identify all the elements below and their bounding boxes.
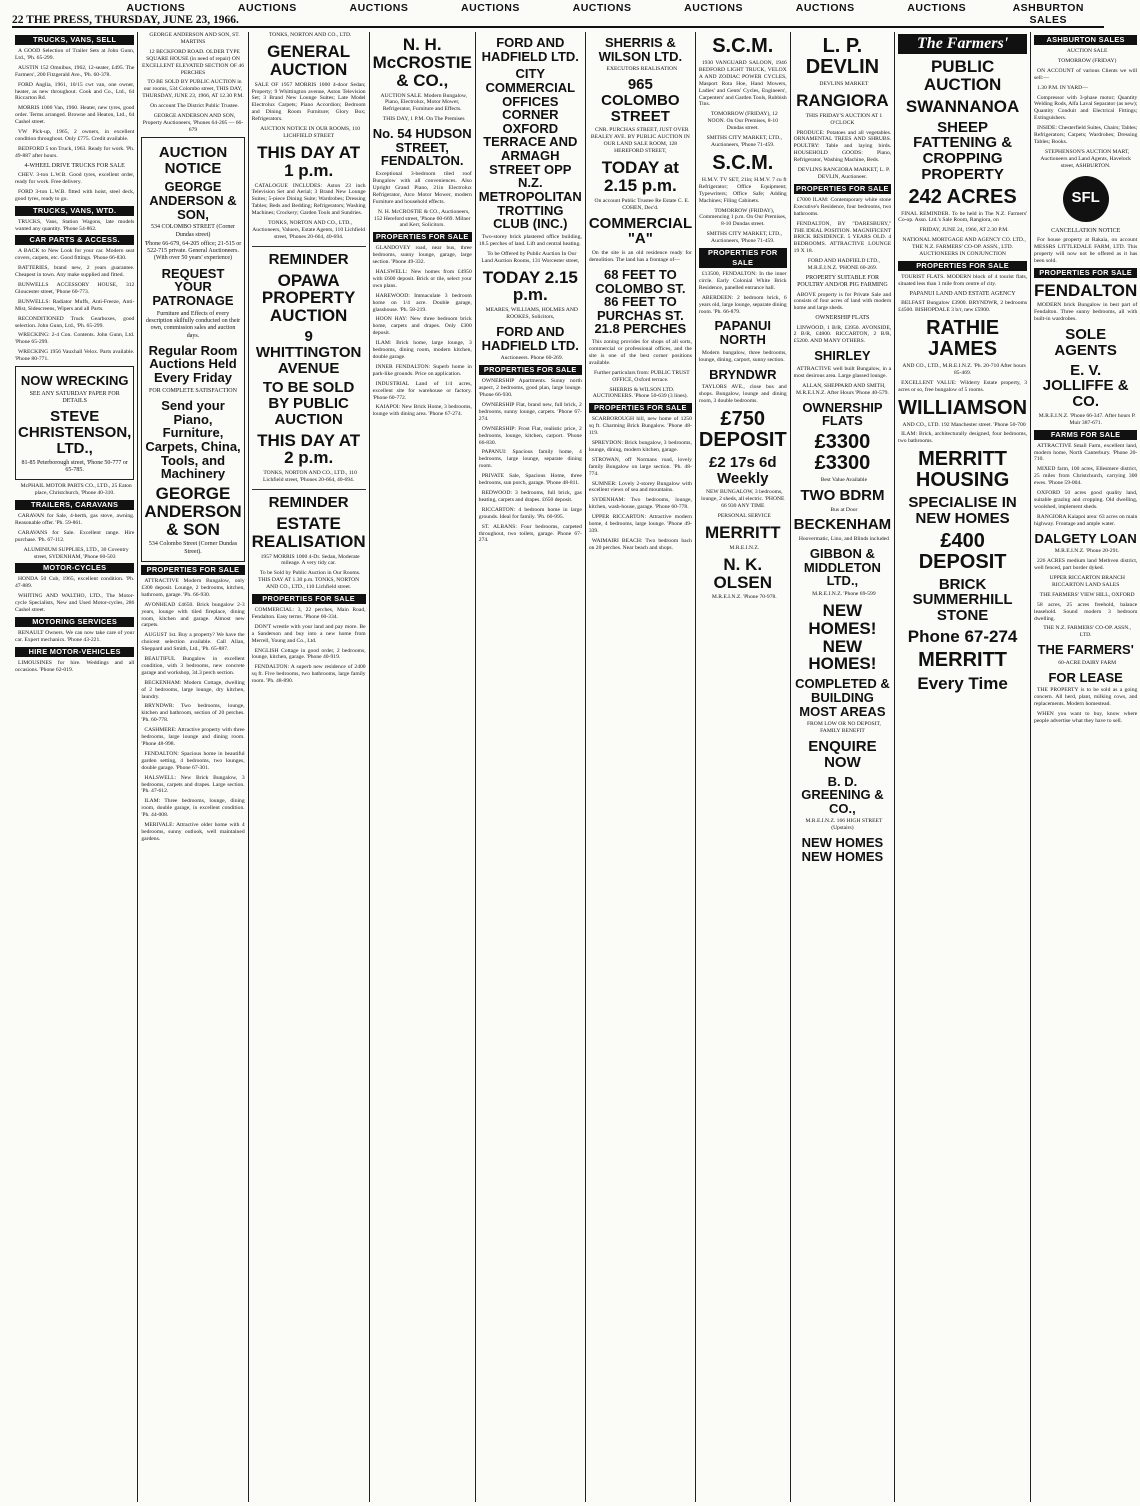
ad-text: H.M.V. TV SET, 21in; H.M.V. 7 cu ft Refrigerator; Office Equipment; Typewriters; Office Safe; Adding Machines; Filing Cabinets. — [698, 176, 787, 204]
column-1-classifieds — [12, 32, 138, 1502]
ad-text: FORD AND HADFIELD LTD., M.R.E.I.N.Z. 'PHONE 60-269. — [807, 258, 880, 272]
ad-text: ENGLISH Cottage in good order, 2 bedrooms, lounge, kitchen, garage. 'Phone 40-919. — [251, 647, 366, 661]
column-8-auctions — [791, 32, 896, 1502]
ad-headline: SPECIALISE IN NEW HOMES — [908, 494, 1017, 527]
ad-text: M.R.E.I.N.Z. 'Phone 66-347. After hours P. Muir 387-671. — [1038, 412, 1136, 426]
ad-text: PERSONAL SERVICE — [717, 513, 771, 520]
ad-headline: BRICK SUMMERHILL STONE — [912, 575, 1013, 625]
ad-text: BEDFORD 5 ton Truck, 1963. Ready for work. 'Ph. 49-887 after hours. — [15, 145, 135, 159]
ad-brand: RATHIE JAMES — [926, 316, 1000, 360]
column-label: AUCTIONS — [349, 2, 409, 14]
ad-text: DEVLINS MARKET — [819, 81, 869, 87]
sub-heading: PROPERTY SUITABLE FOR POULTRY AND/OR PIG FARMING — [797, 274, 888, 289]
ad-headline: GENERAL AUCTION — [267, 41, 351, 79]
column-label: AUCTIONS — [572, 2, 632, 14]
ad-text: ST. ALBANS: Four bedrooms, carpeted throughout, two toilets, garage. Phone 67-274. — [478, 523, 582, 544]
ad-text: NEW BUNGALOW, 3 bedrooms, lounge, 2 sheds, all electric. 'PHONE 66 930 ANY TIME — [701, 489, 785, 510]
ad-text: HAREWOOD: Immaculate 3 bedroom home on 1/4 acre. Double garage, glasshouse. 'Ph. 58-219. — [372, 292, 472, 313]
ad-text: GLANDOVEY road, near bus, three bedrooms, sunny lounge, garage, large section. 'Phone 49-332. — [372, 245, 472, 266]
ad-text: ABOVE property is for Private Sale and consists of four acres of land with modern home and large sheds. — [793, 291, 892, 312]
ad-text: WRECKING: 2-4 Con. Contents. John Gunn, Ltd. 'Phone 65-299. — [15, 332, 135, 346]
ad-text: On account The District Public Trustee. — [150, 103, 239, 110]
divider — [252, 489, 366, 490]
column-labels — [100, 2, 1104, 26]
ad-headline: Every Time — [917, 673, 1008, 693]
ad-text: ALLAN, SHEPPARD AND SMITH, M.R.E.I.N.Z. After Hours 'Phone 40-579. — [795, 382, 889, 396]
ad-text: On account Public Trustee Re Estate C. E. COHEN, Dec'd. — [594, 197, 690, 211]
ad-text: SALE OF 1957 MORRIS 1000 4-door Sedan; Property; 9 Whittington avenue, Aston Television Set; 3 Brand New Lounge Suites; Late Model Electrolux Carpets; Piano Accordion; Bedroom and Dining Room Furniture; Glory Box; Refrigerators. — [251, 81, 366, 123]
ad-text: HONDA 50 Cub, 1965, excellent condition. 'Ph. 47-889. — [15, 576, 135, 590]
ad-brand: MERRITT HOUSING — [915, 448, 1010, 492]
ad-text: THIS DAY, 1 P.M. On The Premises — [382, 116, 465, 123]
ad-text: FROM LOW OR NO DEPOSIT, FAMILY BENEFIT — [806, 721, 881, 735]
column-4-auctions — [370, 32, 476, 1502]
ad-text: BEAUTIFUL Bungalow in excellent condition, with 3 bedrooms, new concrete garage and workshop, 34.3 perch section. — [141, 656, 245, 676]
page-dateline: 22 THE PRESS, THURSDAY, JUNE 23, 1966. — [12, 14, 239, 26]
ad-brand: N. K. OLSEN — [713, 554, 773, 592]
ad-text: FINAL REMINDER. To be held in The N.Z. Farmers' Co-op. Assn. Ltd.'s Sale Room, Rangiora, on — [898, 210, 1028, 224]
section-heading: MOTORING SERVICES — [15, 617, 134, 627]
ad-text: SHERRIS & WILSON LTD. AUCTIONEERS. 'Phone 50-639 (3 lines). — [592, 386, 688, 400]
ad-text: MEARES, WILLIAMS, HOLMES AND ROOKES, Solicitors, — [485, 307, 578, 321]
ad-brand: GEORGE ANDERSON & SON — [144, 483, 242, 539]
column-5-auctions — [476, 32, 586, 1502]
sub-heading: OWNERSHIP FLATS — [815, 315, 870, 322]
ad-text: To be Sold by Public Auction in Our Rooms. THIS DAY AT 1.30 p.m. TONKS, NORTON AND CO., LTD., 110 Lichfield street. — [258, 570, 361, 591]
ad-headline: SHEEP FATTENING & CROPPING PROPERTY — [913, 118, 1013, 183]
ad-text: CATALOGUE INCLUDES: Aston 23 inch Television Set and Aerial; 3 Brand New Lounge Suites; 5-piece Dining Suite; Wardrobes; Dressing Tables; Beds and Bedding; Refrigerators; Washing Machines; Crockery; Garden Tools and Sundries. — [251, 182, 366, 217]
ad-brand: S.C.M. — [712, 35, 774, 57]
ad-text: STROWAN, off Normans road, lovely family Bungalow on large section. 'Ph. 48-774. — [588, 456, 692, 477]
ad-headline: 68 FEET TO COLOMBO ST. 86 FEET TO PURCHAS ST. 21.8 PERCHES — [594, 266, 687, 337]
ad-text: RENAULT Owners. We can now take care of your car. Expert mechanics. 'Phone 43-221. — [15, 629, 135, 643]
ad-text: BUNWELLS ACCESSORY HOUSE, 312 Gloucester street, 'Phone 60-773. — [15, 282, 135, 295]
column-label: ASHBURTON SALES — [1012, 2, 1084, 26]
ad-text: ABERDEEN: 2 bedroom brick, 6 years old, large lounge, separate dining room. 'Ph. 66-879. — [698, 294, 787, 315]
ad-text: 60-ACRE DAIRY FARM — [1058, 659, 1117, 666]
ad-headline: Regular Room Auctions Held Every Friday — [148, 342, 238, 386]
ad-headline: RANGIORA — [796, 90, 889, 110]
ad-text: TOMORROW (FRIDAY), 12 NOON. On Our Premises, 8-10 Dundas street. — [707, 111, 779, 132]
ad-text: WAIMAIRI BEACH: Two bedroom bach on 20 perches. Near beach and shops. — [588, 537, 692, 551]
ad-headline: REMINDER — [268, 250, 349, 268]
ad-text: FENDALTON: Spacious home in beautiful garden setting, 4 bedrooms, two lounges, double garage. 'Phone 67-301. — [141, 750, 245, 771]
ad-text: BELFAST Bungalow £3900. BRYNDWR, 2 bedrooms £4500. BISHOPDALE 3 b/r, new £5900. — [898, 300, 1028, 313]
ad-text: CARAVAN for Sale, 4-berth, gas stove, awning. Reasonable offer. 'Ph. 59-861. — [15, 513, 135, 526]
column-label: AUCTIONS — [795, 2, 855, 14]
ad-text: OWNERSHIP: Frost Flat, realistic price, 2 bedrooms, lounge, kitchen, carport. 'Phone 66-830. — [478, 425, 582, 446]
ad-text: EXCELLENT VALUE: Wilderry Estate property, 3 acres or so, free bungalow of 5 rooms. — [898, 379, 1028, 393]
ad-text: STEPHENSON'S AUCTION MART, Auctioneers and Land Agents, Havelock street, ASHBURTON. — [1040, 148, 1131, 169]
ad-brand: STEVE CHRISTENSON, LTD., — [18, 408, 132, 457]
ad-text: UPPER RICCARTON: Attractive modern home, 4 bedrooms, large lounge. 'Phone 49-339. — [588, 514, 692, 535]
ad-brand: N. H. McCROSTIE & CO., — [372, 35, 472, 90]
ad-text: AND CO., LTD., M.R.E.I.N.Z. 'Ph. 20-710 After hours 85-469. — [902, 362, 1026, 376]
ad-headline: ESTATE REALISATION — [251, 513, 366, 551]
ad-text: LIMOUSINES for hire. Weddings and all occasions. 'Phone 62-019. — [15, 659, 135, 673]
ad-headline: Send your Piano, Furniture, Carpets, China, Tools, and Machinery — [145, 398, 241, 482]
ad-text: A GOOD Selection of Trailer Sets at John Gunn, Ltd., 'Ph. 65-299. — [15, 48, 135, 61]
ad-headline: THIS DAY AT 2 p.m. — [257, 430, 361, 468]
column-label: AUCTIONS — [237, 2, 297, 14]
ad-text: Best Value Available — [820, 476, 868, 483]
ad-text: AUCTION SALE. Modern Bungalow, Piano, Electrolux, Motor Mower, Refrigerator, Furniture and Effects. — [380, 92, 467, 113]
ad-text: WHEN you want to buy, know where people advertise what they have to sell. — [1034, 711, 1138, 725]
ad-text: ON ACCOUNT of various Clients we will sell:— — [1034, 67, 1138, 81]
columns — [12, 32, 1138, 1502]
column-label: AUCTIONS — [684, 2, 744, 14]
ad-text: To be Offered by Public Auction In Our Land Auction Rooms, 131 Worcester street, — [481, 250, 580, 264]
ad-text: CNR. PURCHAS STREET, JUST OVER BEALEY AVE. BY PUBLIC AUCTION IN OUR LAND SALE ROOM, 128 HEREFORD STREET, — [590, 127, 690, 155]
ad-text: M.R.E.I.N.Z. 'Phone 20-291. — [1054, 548, 1120, 555]
sub-heading: CANCELLATION NOTICE — [1051, 227, 1121, 234]
ad-text: McPHAIL MOTOR PARTS CO., LTD., 25 Eaton place, Christchurch, 'Phone 40-310. — [20, 483, 132, 497]
ad-text: DON'T wrestle with your land and pay more. Be a Sanderson and buy into a new home from Merrell, Young and Co., Ltd. — [251, 623, 366, 644]
ad-text: PAPANUI: Spacious family home, 4 bedrooms, large lounge, separate dining room. — [478, 449, 582, 470]
ad-text: 58 acres, 25 acres freehold, balance leasehold. Sound modern 3 bedroom dwelling. — [1034, 601, 1138, 622]
ad-text: 12 BECKFORD ROAD. OLDER TYPE SQUARE HOUSE (in need of repair) ON EXCELLENT ELEVATED SECTION OF 46 PERCHES — [141, 48, 244, 76]
ad-brand: MERRITT — [918, 648, 1008, 671]
ad-headline: TODAY 2.15 p.m. — [482, 267, 578, 305]
ad-headline: NEW HOMES! NEW HOMES! — [808, 600, 877, 674]
ad-text: ALUMINIUM SUPPLIES, LTD., 30 Coventry street, SYDENHAM, 'Phone 60-503 — [23, 546, 129, 560]
ad-headline: COMPLETED & BUILDING MOST AREAS — [795, 676, 890, 719]
column-7-auctions — [696, 32, 791, 1502]
ad-headline: REQUEST YOUR PATRONAGE — [152, 265, 234, 308]
ad-text: THIS FRIDAY'S AUCTION AT 1 O'CLOCK — [805, 112, 883, 126]
ad-text: Bus at Door — [830, 506, 858, 513]
ad-headline: BRYNDWR — [709, 366, 777, 382]
ad-headline: CITY COMMERCIAL OFFICES CORNER OXFORD TERRACE AND ARMAGH STREET OPP N.Z. METROPOLITAN TROTTING CLUB (INC.) — [478, 66, 582, 232]
ad-address: 81-85 Peterborough street, 'Phone 50-777 or 65-785. — [21, 459, 128, 473]
section-heading: TRAILERS, CARAVANS — [15, 500, 134, 510]
ad-brand: L. P. DEVLIN — [805, 35, 880, 78]
ad-text: ATTRACTIVE well built Bungalow, in a most desirous area. Large glassed lounge. — [793, 365, 892, 379]
ad-text: TOMORROW (FRIDAY), Commencing 1 p.m. On Our Premises, 8-10 Dundas street. — [699, 207, 787, 228]
ad-headline: TO BE SOLD BY PUBLIC AUCTION — [262, 379, 355, 428]
ad-text: MODERN brick Bungalow in best part of Fendalton. Three sunny bedrooms, all with built-in wardrobes. — [1034, 302, 1138, 323]
ad-headline: SOLE AGENTS — [1054, 326, 1117, 359]
ad-text: GEORGE ANDERSON AND SON, Property Auctioneers, 'Phones 64-205 — 66-679 — [142, 113, 244, 133]
display-ad-anderson — [141, 137, 244, 562]
ad-text: SPREYDON: Brick bungalow, 3 bedrooms, lounge, dining, modern kitchen, garage. — [588, 440, 692, 453]
ad-text: TONKS, NORTON AND CO., LTD. — [268, 32, 352, 38]
ad-text: INDUSTRIAL Land of 1/4 acres, excellent site for warehouse or factory. 'Phone 60-772. — [372, 380, 472, 401]
section-heading: TRUCKS, VANS, WTD. — [15, 206, 134, 216]
ad-text: MERIVALE: Attractive older home with 4 bedrooms, sunny outlook, well maintained gardens. — [141, 822, 245, 842]
section-heading: PROPERTIES FOR SALE — [699, 248, 787, 268]
display-ad-wrecking — [15, 366, 134, 480]
column-label: AUCTIONS — [907, 2, 967, 14]
section-heading: HIRE MOTOR-VEHICLES — [15, 647, 134, 657]
page-header — [12, 2, 1104, 28]
ad-text: Compressor with 3-phase motor; Quantity Welding Rods, Alfa Laval Separator (as new); Quantity Conduit and Electrical Fittings; Extinguishers. — [1034, 94, 1138, 122]
ad-text: RANGIORA Kaiapoi area: 63 acres on main highway. Frontage and ample water. — [1034, 513, 1138, 527]
ad-brand: B. D. GREENING & CO., — [801, 773, 884, 816]
ad-text: This zoning provides for shops of all sorts, commercial or professional offices, and the site is one of the best corner positions available. — [588, 339, 692, 366]
ad-text: ILAM: Brick, architecturally designed, four bedrooms, two bathrooms. — [898, 431, 1028, 445]
column-3-auctions — [249, 32, 370, 1502]
ad-text: WHITING AND WALTHO, LTD., The Motor-cycle Specialists, New and Used Motor-cycles, 286 Cashel street. — [15, 593, 135, 614]
ad-text: N. H. McCROSTIE & CO., Auctioneers, 152 Hereford street, 'Phone 60-669. Milner and Kerr, Solicitors. — [373, 208, 471, 229]
ad-text: OWNERSHIP Flat, brand new, full brick, 2 bedrooms, sunny lounge, carpets. 'Phone 67-274. — [478, 402, 582, 422]
ad-text: ILAM: Brick home, large lounge, 3 bedrooms, dining room, modern kitchen, double garage. — [372, 340, 472, 361]
ad-headline: 242 ACRES — [908, 185, 1017, 208]
column-9-auctions — [895, 32, 1031, 1502]
ad-text: PRODUCE: Potatoes and all vegetables. ORNAMENTAL TREES AND SHRUBS. POULTRY: Table and laying birds. HOUSEHOLD GOODS: Piano, Refrigerator, Washing Machine, Beds. — [793, 129, 892, 164]
ad-text: M.R.E.I.N.Z. 'Phone 69-599 — [812, 590, 876, 597]
ad-text: OWNERSHIP Apartments. Sunny north aspect, 2 bedrooms, good plan, large lounge. 'Phone 66-930. — [478, 378, 582, 399]
ad-headline: REMINDER — [268, 494, 349, 512]
ad-text: SMITHS CITY MARKET, LTD., Auctioneers, 'Phone 71-459. — [706, 231, 782, 245]
ad-text: HOON HAY: New three bedroom brick home, carpets and drapes. Only £300 deposit. — [372, 316, 472, 337]
ad-headline: PUBLIC AUCTION — [923, 57, 1002, 94]
ad-headline: OPAWA PROPERTY AUCTION — [261, 270, 356, 326]
ad-text: Hoovermatic, Lino, and Blinds included — [798, 536, 889, 543]
ad-headline: SHIRLEY — [814, 348, 871, 364]
ad-address: 534 COLOMBO STREET (Corner Dundas street) — [150, 224, 236, 238]
ad-text: M.R.E.I.N.Z. — [729, 544, 760, 551]
ad-text: 1.30 P.M. IN YARD— — [1037, 84, 1088, 91]
ad-text: TONKS, NORTON AND CO., LTD., Auctioneers, Valuers, Estate Agents, 110 Lichfield street, 'Phones 20-664, 40-694. — [252, 220, 366, 240]
ad-text: NATIONAL MORTGAGE AND AGENCY CO. LTD., THE N.Z. FARMERS' CO-OP. ASSN., LTD. AUCTIONEERS IN CONJUNCTION — [902, 237, 1026, 258]
ad-brand: SHERRIS & WILSON LTD. — [598, 35, 683, 64]
ad-text: MORRIS 1000 Van, 1960. Heater, new tyres, good order. Terms arranged. Browne and Heaton, Ltd., 64 Cashel street. — [15, 105, 135, 126]
ad-text: TO BE SOLD BY PUBLIC AUCTION in our rooms, 534 Colombo street, THIS DAY, THURSDAY, JUNE 23, 1966, AT 12.30 P.M. — [142, 79, 244, 100]
ad-phones: 'Phone 66-679, 64-205 office; 21-515 or 522-715 private. General Auctioneers. (With over 50 years' experience) — [144, 240, 242, 262]
ad-headline: NEW HOMES NEW HOMES — [801, 835, 884, 864]
ad-headline: COMMERCIAL "A" — [588, 214, 693, 248]
section-heading: FARMS FOR SALE — [1034, 430, 1137, 440]
ad-headline: AUCTION NOTICE — [158, 143, 228, 177]
ad-brand: GIBBON & MIDDLETON LTD., — [803, 546, 881, 589]
ad-text: LINWOOD, 1 B/R, £3950. AVONSIDE, 2 B/R, £4800. RICCARTON, 2 B/R, £5200. AND MANY OTHERS. — [793, 324, 892, 345]
ad-brand: FORD AND HADFIELD LTD. — [481, 35, 579, 64]
ad-brand: WILLIAMSON — [898, 396, 1028, 419]
section-heading: PROPERTIES FOR SALE — [589, 403, 692, 413]
ad-text: ATTRACTIVE Small Farm, excellent land, modern home, North Canterbury. 'Phone 20-710. — [1034, 442, 1138, 463]
ad-text: SMITHS CITY MARKET, LTD., Auctioneers, 'Phone 71-459. — [706, 135, 782, 148]
ad-text: MIXED farm, 100 acres, Ellesmere district, 25 miles from Christchurch, carrying 300 ewes. 'Phone 59-004. — [1034, 466, 1138, 487]
ad-brand: THE FARMERS' — [1037, 642, 1134, 658]
ad-text: THE N.Z. FARMERS' CO-OP. ASSN., LTD. — [1043, 625, 1132, 639]
ad-headline: NOW WRECKING — [20, 373, 129, 389]
section-heading: MOTOR-CYCLES — [15, 563, 134, 573]
column-label: AUCTIONS — [461, 2, 520, 14]
ad-headline: OWNERSHIP FLATS — [802, 399, 883, 429]
ad-text: COMMERCIAL: 3, 22 perches, Main Road, Fendalton. Easy terms. 'Phone 60-334. — [251, 607, 366, 620]
ad-text: INNER FENDALTON: Superb home in park-like grounds. Price on application. — [372, 363, 472, 377]
ad-text: AUSTIN 152 Omnibus, 1962, 12-seater, £495. The Farmers', 200 Fitzgerald Ave., 'Ph. 60-378. — [15, 64, 135, 78]
ad-text: FORD Anglia, 1961, 10/15 cwt van, one owner, heater, as new throughout. Cook and Co., Ltd., 64 Riccarton Rd. — [15, 81, 135, 102]
ad-text: WRECKING 1956 Vauxhall Velox. Parts available. 'Phone 80-771. — [15, 349, 135, 363]
ad-text: Further particulars from: PUBLIC TRUST OFFICE, Oxford terrace. — [594, 369, 690, 383]
ad-text: EXECUTORS REALISATION — [606, 66, 678, 73]
section-heading: PROPERTIES FOR SALE — [252, 594, 366, 604]
ad-text: FENDALTON: A superb new residence of 2400 sq ft. Five bedrooms, two bathrooms, large family room. 'Ph. 48-890. — [251, 664, 366, 685]
ad-text: KAIAPOI: New Brick Home, 3 bedrooms, lounge with dining area. 'Phone 67-274. — [372, 404, 472, 418]
ad-headline: 9 WHITTINGTON AVENUE — [255, 328, 362, 377]
section-heading: PROPERTIES FOR SALE — [794, 184, 892, 194]
ad-text: For house property at Rakaia, on account MESSRS LITTLEDALE FARM, LTD. This property will now not be offered as it has been sold. — [1034, 236, 1138, 264]
ad-headline: £400 DEPOSIT — [918, 529, 1007, 573]
section-heading: PROPERTIES FOR SALE — [373, 232, 472, 242]
ad-headline: THIS DAY AT 1 p.m. — [257, 142, 361, 180]
ad-headline: BECKENHAM — [793, 516, 892, 534]
section-heading: ASHBURTON SALES — [1034, 35, 1137, 45]
column-label: AUCTIONS — [126, 2, 186, 14]
ad-headline: Phone 67-274 — [907, 626, 1018, 646]
ad-text: INSIDE: Chesterfield Suites, Chairs; Tables; Refrigerators; Carpets; Wardrobes; Dressing Tables; Books. — [1034, 125, 1138, 145]
section-heading: TRUCKS, VANS, SELL — [15, 35, 134, 45]
ad-headline: FENDALTON — [1034, 280, 1138, 300]
ad-text: TOURIST FLATS. MODERN block of 4 tourist flats, situated less than 1 mile from centre of city. — [898, 273, 1028, 287]
ad-text: TAYLORS AVE., close bus and shops. Bungalow, lounge and dining room, 3 double bedrooms. — [698, 384, 787, 405]
ad-text: SUMNER: Lovely 2-storey Bungalow with excellent views of sea and mountains. — [588, 480, 692, 494]
ad-text: AVONHEAD £4650. Brick bungalow 2-3 years, lounge with tiled fireplace, dining room, kitchen and garage. Almost new carpets. — [141, 601, 245, 629]
ad-address: 534 Colombo Street (Corner Dundas Street). — [148, 541, 238, 555]
ad-text: THE FARMERS' VIEW HILL, OXFORD — [1039, 591, 1135, 598]
ad-text: BUNWELLS: Radiator Muffs, Anti-Freeze, Anti-Mist, Sidescreens, Wipers and all Parts. — [15, 298, 135, 312]
section-heading: PROPERTIES FOR SALE — [898, 261, 1027, 271]
ad-text: RICCARTON: 4 bedroom home in large grounds. Ideal for family. 'Ph. 60-995. — [478, 506, 582, 520]
ad-text: ILAM: Three bedrooms, lounge, dining room, double garage, in excellent condition. 'Ph. 44-008. — [141, 798, 245, 819]
section-heading: PROPERTIES FOR SALE — [141, 565, 244, 575]
ad-headline: TWO BDRM — [800, 486, 885, 504]
ad-subline: SEE ANY SATURDAY PAPER FOR DETAILS — [29, 390, 120, 405]
ad-text: TOMORROW (FRIDAY) — [1057, 57, 1117, 64]
ad-text: On the site is an old residence ready for demolition. The land has a frontage of— — [588, 250, 692, 263]
ad-text: £13500, FENDALTON: In the inner circle. Early Colonial White Brick Residence, panelled entrance hall. — [698, 271, 787, 291]
ad-text: £7000 ILAM: Contemporary white stone Executive's Residence, four bedrooms, two bathrooms. — [793, 196, 892, 217]
ad-text: HALSWELL: New homes from £4950 with £600 deposit. Brick or tile, select your own plans. — [372, 269, 472, 289]
ad-text: REDWOOD: 3 bedrooms, full brick, gas heating, carpets and drapes. £650 deposit. — [478, 489, 582, 503]
ad-text: UPPER RICCARTON BRANCH RICCARTON LAND SALES — [1049, 574, 1125, 588]
ad-headline: ENQUIRE NOW — [808, 738, 877, 771]
ad-text: GEORGE ANDERSON AND SON, ST. MARTINS — [149, 32, 240, 45]
sub-heading: 4-WHEEL DRIVE TRUCKS FOR SALE — [24, 162, 125, 169]
divider — [252, 246, 366, 247]
ad-text: Modern bungalow, three bedrooms, lounge, dining, carport, sunny section. — [698, 349, 787, 363]
ad-brand: S.C.M. — [712, 151, 774, 174]
sfl-logo: SFL — [1063, 176, 1109, 222]
ad-text: SYDENHAM: Two bedrooms, lounge, kitchen, wash-house, garage. 'Phone 60-778. — [588, 497, 692, 511]
ad-text: CHEV. 3-ton L.W.B. Good tyres, excellent order, ready for work. Free delivery. — [15, 171, 135, 185]
column-10-ashburton — [1031, 32, 1140, 1502]
column-6-auctions — [586, 32, 696, 1502]
ad-brand: FORD AND HADFIELD LTD. — [481, 324, 579, 353]
ad-text: BATTERIES, brand new, 2 years guarantee. Cheapest in town. Any make supplied and fitted. — [15, 265, 135, 279]
ad-text: PRIVATE Sale, Spacious Home, three bedrooms, sun porch, garage. 'Phone 48-811. — [478, 473, 582, 487]
ad-text: VW Pick-up, 1965, 2 owners, in excellent condition throughout. Only £775. Credit available. — [15, 129, 135, 142]
section-heading: CAR PARTS & ACCESS. — [15, 235, 134, 245]
ad-text: AUCTION NOTICE IN OUR ROOMS, 110 LICHFIELD STREET — [260, 126, 361, 139]
ad-headline: TODAY at 2.15 p.m. — [601, 158, 679, 195]
ad-text: FRIDAY, JUNE 24, 1966, AT 2.30 P.M. — [919, 227, 1009, 234]
ad-text: DEVLINS RANGIORA MARKET, L. P. DEVLIN, Auctioneer. — [797, 167, 890, 180]
ad-text: M.R.E.I.N.Z. 166 HIGH STREET (Upstairs) — [805, 818, 883, 832]
ad-text: CARAVANS for Sale. Excellent range. Hire purchase. 'Ph. 67-112. — [15, 529, 135, 543]
ad-headline: £3300 £3300 — [814, 430, 871, 474]
ad-text: M.R.E.I.N.Z. 'Phone 70-978. — [711, 594, 777, 601]
ad-headline: 965 COLOMBO STREET — [601, 76, 680, 125]
ad-text: HALSWELL: New Brick Bungalow, 3 bedrooms, carpets and drapes. Large section. 'Ph. 47-612. — [141, 774, 245, 795]
ad-brand: GEORGE ANDERSON & SON, — [149, 179, 237, 222]
ad-text: AND CO., LTD. 192 Manchester street. 'Phone 50-700 — [902, 421, 1026, 428]
sub-heading: PAPANUI LAND AND ESTATE AGENCY — [909, 290, 1016, 297]
column-2-auctions — [138, 32, 248, 1502]
ad-text: Exceptional 3-bedroom tiled roof Bungalow with all conveniences. Also Upright Grand Piano, 21in Electrolux Refrigerator, Atco Motor Mower, modern Furniture and household effects. — [372, 171, 472, 205]
ad-text: AUGUST 1st. Buy a property? We have the choicest selection available. Call Allan, Sheppard and Smith, Ltd., 'Ph. 65-887. — [141, 632, 245, 653]
ad-text: Furniture and Effects of every description skilfully conducted on their own, commission sales and auction days. — [145, 310, 241, 339]
section-heading: PROPERTIES FOR SALE — [1034, 268, 1137, 278]
ad-brand: DALGETY LOAN — [1034, 530, 1137, 546]
ad-headline: £2 17s 6d Weekly — [708, 453, 777, 487]
section-heading: PROPERTIES FOR SALE — [479, 365, 582, 375]
ad-brand: E. V. JOLLIFFE & CO. — [1042, 361, 1129, 411]
ad-text: Auctioneers. Phone 60-269. — [500, 355, 564, 362]
ad-text: Two-storey brick plastered office building, 18.5 perches of land. Lift and central heating. — [478, 233, 582, 247]
ad-text: BECKENHAM: Modern Cottage, dwelling of 2 bedrooms, large lounge, dry kitchen, laundry. — [141, 679, 245, 700]
ad-text: 226 ACRES medium land Methven district, well fenced, part border dyked. — [1034, 558, 1138, 572]
ad-text: OXFORD 50 acres good quality land, suitable grazing and cropping. Old dwelling, woolshed, implement sheds. — [1034, 490, 1138, 510]
ad-text: TRUCKS, Vans, Station Wagons, late models wanted any quantity. 'Phone 54-862. — [15, 218, 135, 232]
ad-text: FOR COMPLETE SATISFACTION — [149, 387, 237, 394]
ad-text: AUCTION SALE — [1066, 48, 1108, 54]
ad-text: TONKS, NORTON AND CO., LTD., 110 Lichfield street, 'Phones 20-664, 40-694. — [262, 470, 357, 484]
ad-text: CASHMERE: Attractive property with three bedrooms, large lounge and dining room. 'Phone 48-998. — [141, 727, 245, 748]
ad-headline: PAPANUI NORTH — [714, 318, 772, 348]
ad-text: A BACK to New Look for your car. Modern seat covers, carpets, etc. Good fittings. 'Phone 66-830. — [15, 248, 135, 262]
ad-text: BRYNDWR: Two bedrooms, lounge, kitchen and bathroom, section of 20 perches. 'Ph. 60-778. — [141, 703, 245, 724]
ad-headline: SWANNANOA — [905, 96, 1020, 116]
ad-brand: MERRITT — [704, 523, 781, 543]
ad-text: ATTRACTIVE Modern Bungalow, only £300 deposit. Lounge, 2 bedrooms, kitchen, bathroom, garage. 'Ph. 66-930. — [141, 577, 245, 598]
ad-text: FORD 3-ton L.W.B. fitted with hoist, steel deck, good tyres, ready to go. — [15, 188, 135, 202]
ad-text: RECONDITIONED Truck Gearboxes, good selection. John Gunn, Ltd., 'Ph. 65-299. — [15, 315, 135, 329]
farmers-logo: The Farmers' — [898, 34, 1027, 54]
ad-text: THE PROPERTY is to be sold as a going concern. All herd, plant, milking cows, and replacements. Modern homestead. — [1034, 687, 1138, 708]
ad-text: FENDALTON, BY "DARESBURY," THE IDEAL POSITION. MAGNIFICENT BRICK RESIDENCE. 5 YEARS OLD. 4 BEDROOMS. ATTRACTIVE LOUNGE 19 X 18. — [793, 220, 892, 255]
ad-headline: £750 DEPOSIT — [698, 407, 787, 451]
ad-headline: No. 54 HUDSON STREET, FENDALTON. — [372, 126, 472, 169]
ad-text: SCARBOROUGH hill, new home of 1250 sq ft. Charming Brick Bungalow. 'Phone 48-119. — [588, 416, 692, 437]
ad-headline: FOR LEASE — [1048, 669, 1123, 685]
ad-text: 1930 VANGUARD SALOON, 1946 BEDFORD LIGHT TRUCK, VELOX A AND ZODIAC POWER CYCLES, Masport Rota Hoe, Hand Mowers, Ladies' and Gents' Cycles, Engineers', Carpenters' and Garden Tools, Rubbish Tins. — [698, 60, 787, 108]
ad-text: 1957 MORRIS 1000 4-Dr. Sedan, Moderate mileage. A very tidy car. — [260, 553, 360, 567]
